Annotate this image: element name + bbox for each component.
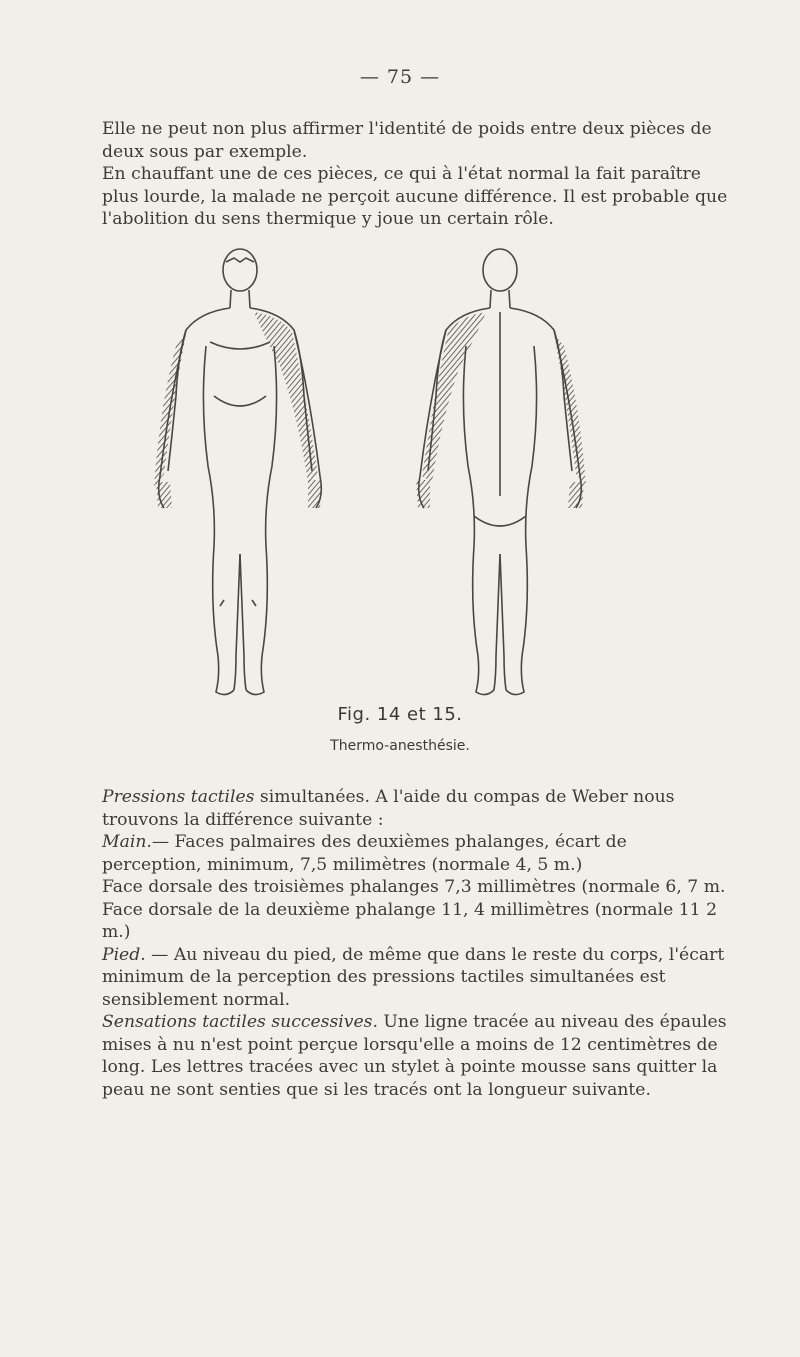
hatched-zone-back-right-arm (554, 334, 586, 486)
top-text-block (102, 118, 730, 231)
paragraph-pressions (102, 786, 730, 831)
paragraph-dorsale-3: Face dorsale des troisièmes phalanges 7,3 millimètres (normale 6, 7 m. (102, 877, 726, 897)
figure-caption: Fig. 14 et 15. (337, 704, 463, 725)
figure-subcaption: Thermo-anesthésie. (330, 738, 470, 754)
front-body-figure (159, 249, 322, 695)
text-pied: — Au niveau du pied, de même que dans le reste du corps, l'écart minimum de la perception des pressions tactiles simultanées est sensiblement normal. (102, 944, 725, 1010)
paragraph-pied (102, 944, 730, 1012)
hatched-zone-back-right-hand (568, 482, 584, 508)
back-body-figure (419, 249, 582, 695)
lead-sensations: Sensations tactiles successives. (102, 1012, 378, 1032)
lead-pressions: Pressions tactiles (102, 787, 255, 807)
hatched-zone-front-left-arm (154, 334, 186, 486)
hatched-zone-back-left-hand (416, 480, 430, 508)
text-sensations: Une ligne tracée au niveau des épaules mises à nu n'est point perçue lorsqu'elle a moins de 12 centimètres de long. Les lettres tracées avec un stylet à pointe mousse sans quitter la peau ne sont senties que si les tracés ont la longueur suivante. (102, 1012, 727, 1100)
page-number: — 75 — (359, 66, 441, 88)
hatched-zone-front-left-hand (156, 482, 172, 508)
thermo-anesthesia-illustration (130, 246, 650, 706)
paragraph-main (102, 831, 730, 876)
paragraph-sensations (102, 1011, 730, 1101)
body-figures (130, 246, 650, 706)
paragraph-poids: Elle ne peut non plus affirmer l'identité de poids entre deux pièces de deux sous par exemple. (102, 119, 712, 162)
text-pressions: simultanées. A l'aide du compas de Weber nous trouvons la différence suivante : (102, 787, 675, 830)
text-main: — Faces palmaires des deuxièmes phalanges, écart de perception, minimum, 7,5 milimètres (normale 4, 5 m.) (102, 832, 627, 875)
lead-pied: Pied. (102, 944, 146, 965)
hatched-zone-front-right-hand (308, 480, 322, 508)
lead-main: Main. (102, 832, 152, 852)
paragraph-dorsale-2: Face dorsale de la deuxième phalange 11, 4 millimètres (normale 11 2 m.) (102, 899, 717, 942)
paragraph-chauffant: En chauffant une de ces pièces, ce qui à l'état normal la fait paraître plus lourde, la malade ne perçoit aucune différence. Il est probable que l'abolition du sens thermique y joue un certain rôle. (102, 164, 728, 229)
bottom-text-block (102, 786, 730, 1101)
